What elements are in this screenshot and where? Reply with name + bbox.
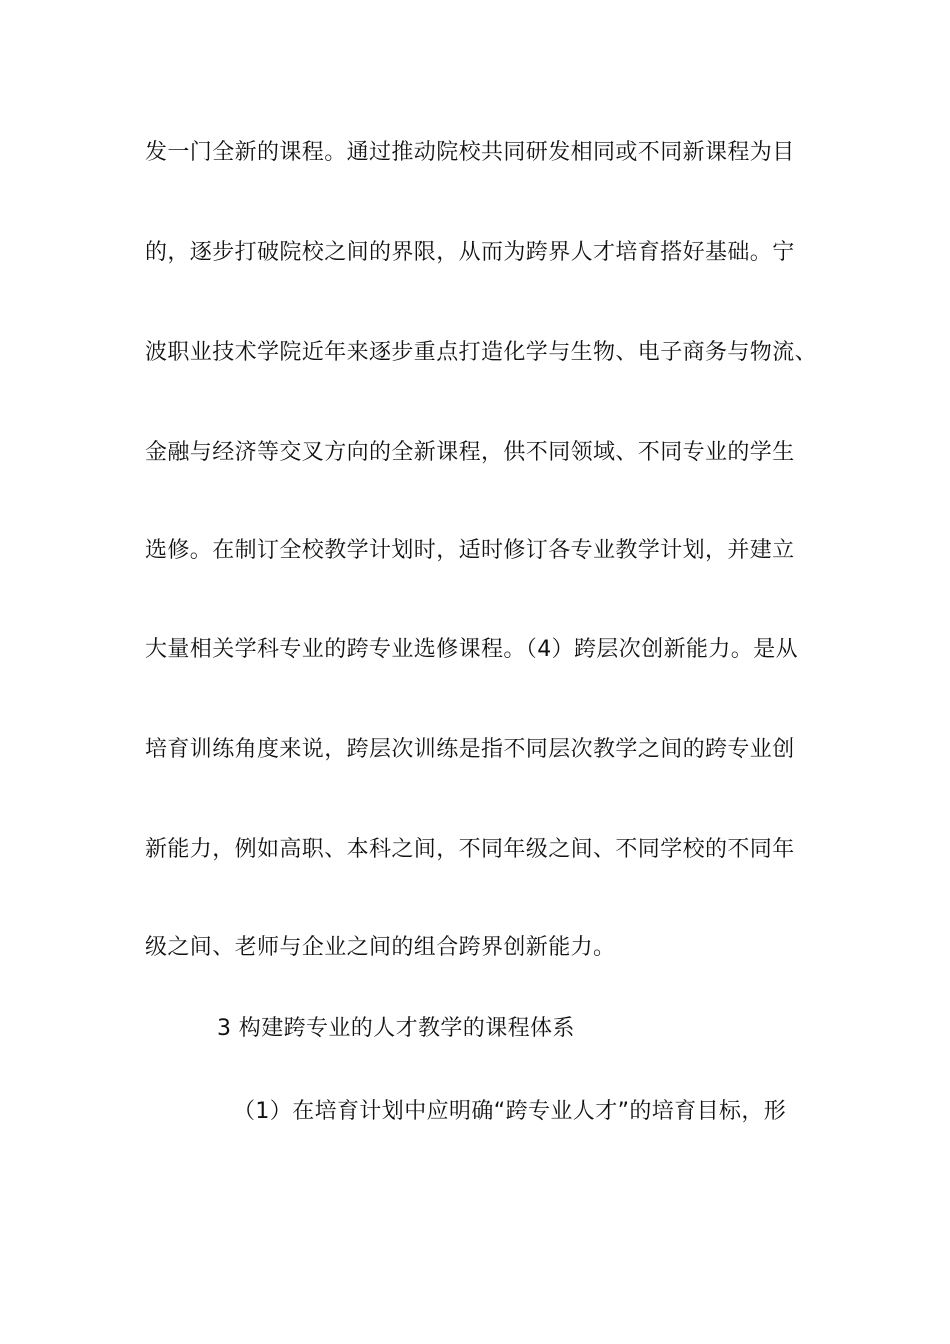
paragraph-start: （1）在培育计划中应明确“跨专业人才”的培育目标，形 — [233, 1099, 787, 1124]
body-text-line: 大量相关学科专业的跨专业选修课程。（4）跨层次创新能力。是从 — [145, 637, 798, 662]
body-text-line: 级之间、老师与企业之间的组合跨界创新能力。 — [145, 935, 616, 960]
body-text-line: 新能力，例如高职、本科之间，不同年级之间、不同学校的不同年 — [145, 837, 795, 862]
section-heading: 3 构建跨专业的人才教学的课程体系 — [217, 1016, 575, 1041]
body-text-line: 发一门全新的课程。通过推动院校共同研发相同或不同新课程为目 — [145, 140, 795, 165]
body-text-line: 培育训练角度来说，跨层次训练是指不同层次教学之间的跨专业创 — [145, 737, 795, 762]
body-text-line: 金融与经济等交叉方向的全新课程，供不同领域、不同专业的学生 — [145, 440, 795, 465]
body-text-line: 选修。在制订全校教学计划时，适时修订各专业教学计划，并建立 — [145, 538, 795, 563]
body-text-line: 波职业技术学院近年来逐步重点打造化学与生物、电子商务与物流、 — [145, 340, 818, 365]
body-text-line: 的，逐步打破院校之间的界限，从而为跨界人才培育搭好基础。宁 — [145, 240, 795, 265]
